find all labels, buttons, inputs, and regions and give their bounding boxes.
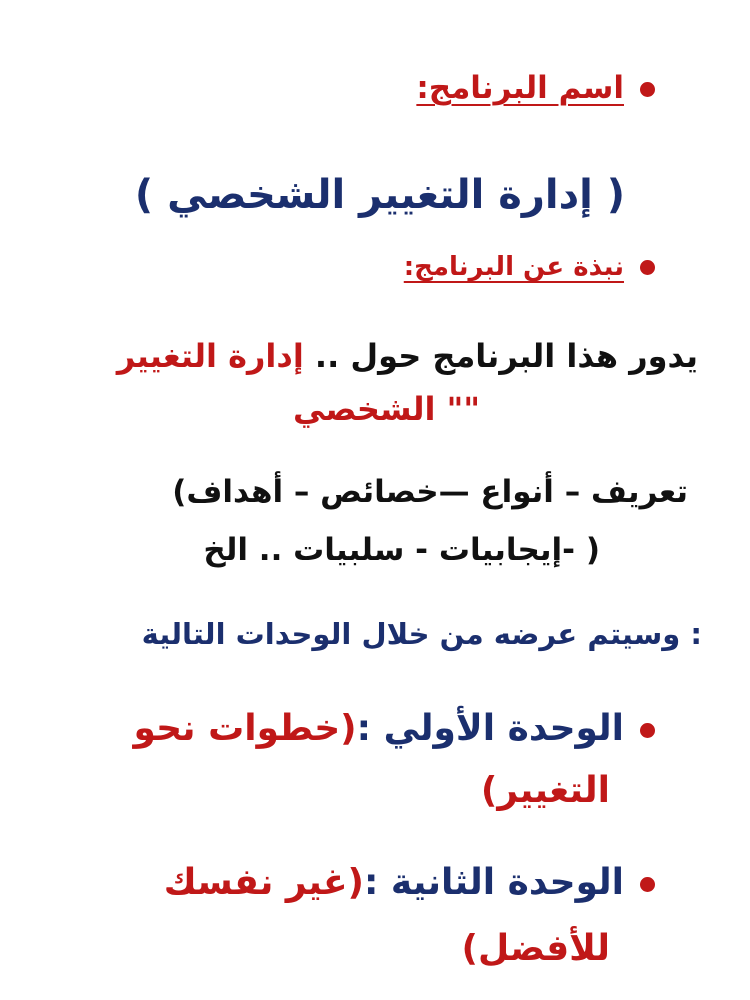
unit-2-cont [0,928,750,969]
bullet-icon [640,82,655,97]
unit-1-label: الوحدة الأولي : [356,708,624,749]
unit-2-title-cont: للأفضل) [461,928,610,969]
intro-line-1 [0,337,750,375]
unit-1 [0,708,750,749]
unit-1-title: (خطوات نحو [133,708,357,749]
unit-2 [0,862,750,903]
intro-highlight: إدارة التغيير [116,337,304,375]
unit-2-label: الوحدة الثانية : [364,862,624,903]
program-title [0,172,750,218]
topics-line-2 [0,532,750,568]
program-name-heading-text: اسم البرنامج: [416,70,624,106]
topics-line-1-text: تعريف – أنواع —خصائص – أهداف) [172,474,688,510]
program-title-text: ( إدارة التغيير الشخصي ) [134,172,626,218]
topics-line-1 [0,474,750,510]
unit-2-title: (غير نفسك [163,862,364,903]
units-intro-text: : وسيتم عرضه من خلال الوحدات التالية [141,617,702,651]
bullet-icon [640,877,655,892]
intro-line-2 [0,390,750,428]
units-intro [0,617,750,651]
intro-highlight-cont: "" الشخصي [293,390,480,428]
bullet-icon [640,723,655,738]
unit-1-title-cont: التغيير) [480,770,610,811]
about-heading [0,252,750,282]
bullet-icon [640,260,655,275]
unit-1-cont [0,770,750,811]
intro-text: يدور هذا البرنامج حول .. [314,337,698,375]
program-name-heading [0,70,750,106]
about-heading-text: نبذة عن البرنامج: [403,252,624,282]
topics-line-2-text: ( -إيجابيات - سلبيات .. الخ [203,532,600,568]
